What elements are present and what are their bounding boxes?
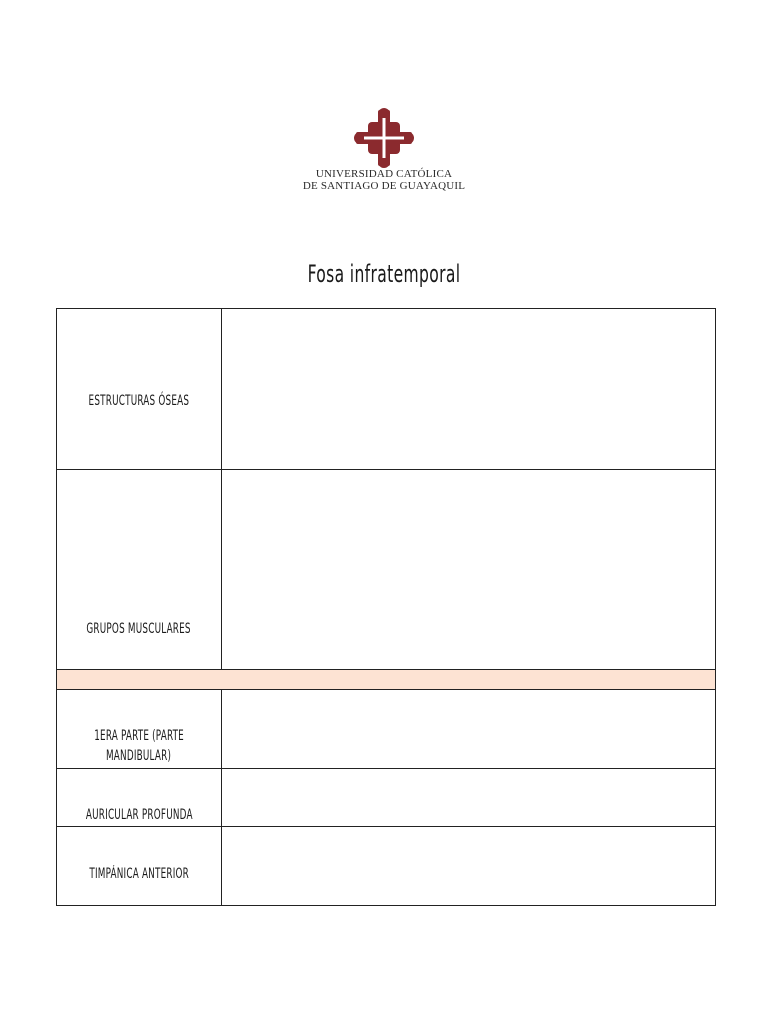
table-row [57, 690, 715, 769]
row-value-cell[interactable] [222, 827, 715, 905]
table-row [57, 309, 715, 470]
row-value-cell[interactable] [222, 769, 715, 826]
logo-text-line-1: UNIVERSIDAD CATÓLICA [315, 168, 453, 180]
table-row [57, 827, 715, 905]
row-value-cell[interactable] [222, 470, 715, 669]
university-logo [284, 104, 484, 196]
row-label-continued: MANDIBULAR) [106, 748, 172, 764]
row-label: AURICULAR PROFUNDA [85, 807, 193, 823]
row-value-cell[interactable] [222, 309, 715, 469]
row-label-cell [57, 827, 222, 905]
cross-emblem-icon [354, 108, 414, 168]
section-divider-band [57, 670, 715, 690]
row-value-cell[interactable] [222, 690, 715, 768]
row-label-cell [57, 470, 222, 669]
logo-text-line-2: DE SANTIAGO DE GUAYAQUIL [302, 180, 466, 192]
row-label-cell [57, 309, 222, 469]
table-row [57, 769, 715, 827]
row-label: TIMPÁNICA ANTERIOR [89, 866, 189, 882]
page-title: Fosa infratemporal [307, 260, 461, 288]
row-label: 1ERA PARTE (PARTE [94, 728, 184, 744]
row-label-cell [57, 690, 222, 768]
table-row [57, 470, 715, 670]
row-label: GRUPOS MUSCULARES [86, 621, 192, 637]
anatomy-table [56, 308, 716, 906]
row-label-cell [57, 769, 222, 826]
row-label: ESTRUCTURAS ÓSEAS [88, 393, 190, 409]
